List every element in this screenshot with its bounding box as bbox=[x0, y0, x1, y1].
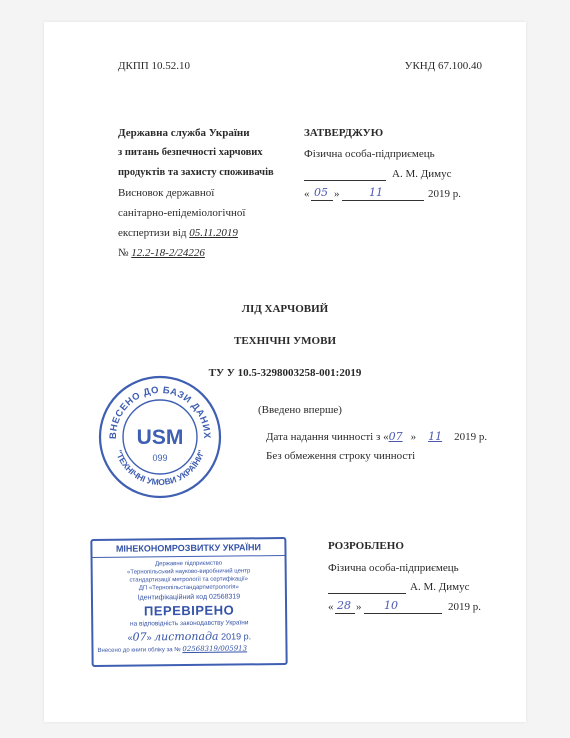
approval-name: А. М. Димус bbox=[392, 168, 452, 180]
dkpp-code: ДКПП 10.52.10 bbox=[118, 60, 190, 72]
developed-title: РОЗРОБЛЕНО bbox=[328, 540, 404, 552]
approval-date-open: « bbox=[304, 188, 310, 200]
developed-role: Фізична особа-підприємець bbox=[328, 562, 459, 574]
agency-line-2: з питань безпечності харчових bbox=[118, 147, 263, 158]
stamp-compliance: на відповідність законодавству України bbox=[129, 619, 249, 628]
developed-date-close: » bbox=[356, 601, 362, 613]
developed-date-day: 28 bbox=[337, 599, 351, 612]
document-title: ЛІД ХАРЧОВИЙ bbox=[241, 303, 329, 315]
stamp-enterprise-name-1: «Тернопільський науково-виробничий центр bbox=[127, 568, 251, 576]
stamp-enterprise-type: Державне підприємство bbox=[155, 560, 223, 568]
approval-role: Фізична особа-підприємець bbox=[304, 148, 435, 160]
stamp-register-prefix: Внесено до книги обліку за № bbox=[97, 647, 181, 654]
approval-title: ЗАТВЕРДЖУЮ bbox=[304, 127, 384, 139]
approval-date-close: » bbox=[334, 188, 340, 200]
stamp-date-open: « bbox=[127, 632, 133, 643]
stamp-verified: ПЕРЕВІРЕНО bbox=[143, 602, 235, 619]
database-round-stamp bbox=[96, 373, 224, 501]
stamp-date-month: листопада bbox=[154, 629, 219, 644]
developed-date-month: 10 bbox=[384, 599, 398, 612]
stamp-enterprise-short: ДП «Тернопільстандартметрологія» bbox=[138, 584, 239, 592]
agency-line-3: продуктів та захисту споживачів bbox=[118, 167, 274, 178]
conclusion-date-prefix: експертизи від bbox=[118, 227, 190, 239]
approval-date-year: 2019 р. bbox=[428, 188, 461, 200]
developed-date-year: 2019 р. bbox=[448, 601, 481, 613]
stamp-id-code: Ідентифікаційний код 02568319 bbox=[137, 593, 241, 602]
stamp-ministry: МІНЕКОНОМРОЗВИТКУ УКРАЇНИ bbox=[92, 543, 284, 558]
stamp-enterprise-name-2: стандартизації метрології та сертифікації» bbox=[129, 576, 249, 584]
validity-start-mid: » bbox=[410, 431, 417, 443]
approval-date-month: 11 bbox=[369, 186, 383, 199]
developed-name: А. М. Димус bbox=[410, 581, 470, 593]
validity-start-month: 11 bbox=[428, 430, 443, 443]
developed-day-line bbox=[335, 613, 355, 614]
developed-signature-line bbox=[328, 593, 406, 594]
document-subtitle: ТЕХНІЧНІ УМОВИ bbox=[233, 335, 337, 347]
conclusion-number: 12.2-18-2/24226 bbox=[131, 247, 205, 259]
approval-signature-line bbox=[304, 180, 386, 181]
validity-start-line bbox=[266, 430, 487, 444]
validity-start-day: 07 bbox=[388, 430, 403, 443]
stamp-date-suffix: р. bbox=[243, 631, 252, 642]
conclusion-line-1: Висновок державної bbox=[118, 187, 215, 199]
stamp-date-day: 07 bbox=[132, 630, 147, 644]
uknd-code: УКНД 67.100.40 bbox=[404, 60, 482, 72]
stamp-top-text: ВНЕСЕНО ДО БАЗИ ДАНИХ bbox=[107, 384, 213, 440]
document-code: ТУ У 10.5-3298003258-001:2019 bbox=[208, 367, 362, 379]
conclusion-number-line bbox=[118, 247, 205, 260]
stamp-register-number: 02568319/005913 bbox=[182, 644, 248, 654]
validity-start-year: 2019 р. bbox=[454, 431, 488, 443]
approval-month-line bbox=[342, 200, 424, 201]
conclusion-date-line bbox=[118, 227, 238, 240]
stamp-date-year: 2019 bbox=[221, 631, 242, 642]
developed-month-line bbox=[364, 613, 442, 614]
stamp-date-mid: » bbox=[146, 632, 152, 643]
stamp-register-line bbox=[93, 645, 285, 655]
conclusion-number-prefix: № bbox=[118, 247, 132, 259]
approval-day-line bbox=[311, 200, 333, 201]
agency-line-1: Державна служба України bbox=[118, 127, 250, 139]
stamp-logo: USM bbox=[136, 426, 184, 449]
introduced-note: (Введено вперше) bbox=[258, 404, 342, 416]
verification-stamp bbox=[90, 537, 287, 667]
stamp-number: 099 bbox=[152, 453, 168, 463]
conclusion-date: 05.11.2019 bbox=[189, 227, 238, 239]
validity-start-prefix: Дата надання чинності з « bbox=[266, 431, 389, 443]
approval-date-day: 05 bbox=[314, 186, 328, 199]
stamp-bottom-text: "ТЕХНІЧНІ УМОВИ УКРАЇНИ" bbox=[113, 448, 207, 488]
validity-unlimited: Без обмеження строку чинності bbox=[266, 450, 416, 462]
stamp-date bbox=[93, 630, 285, 644]
developed-date-open: « bbox=[328, 601, 334, 613]
conclusion-line-2: санітарно-епідеміологічної bbox=[118, 207, 246, 219]
